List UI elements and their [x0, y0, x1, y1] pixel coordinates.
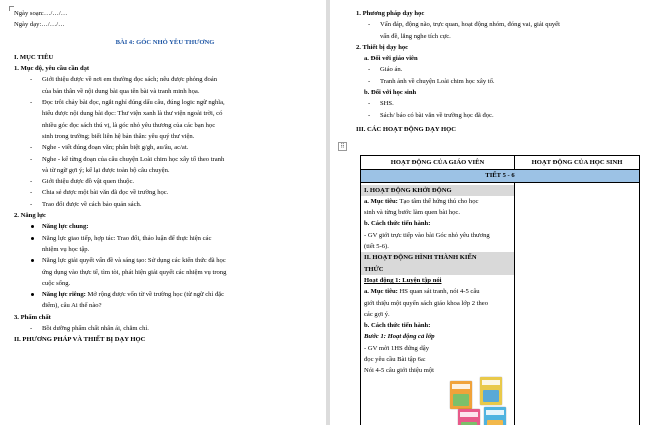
- teacher-item: Tranh ảnh về chuyện Loài chim học xây tổ.: [380, 77, 495, 85]
- goal-text-cont: giới thiệu một quyển sách giáo khoa lớp 2 theo: [364, 299, 488, 307]
- teacher-column-header: HOẠT ĐỘNG CỦA GIÁO VIÊN: [361, 156, 515, 170]
- date-taught: Ngày dạy:…/…/…: [14, 21, 65, 29]
- textbook-cover: [450, 381, 472, 409]
- specific-competence-label: Năng lực riêng:: [42, 291, 86, 299]
- list-item-text: Năng lực giao tiếp, hợp tác: Trao đổi, thảo luận để thực hiện các: [42, 234, 212, 242]
- student-activities-cell: [515, 182, 640, 425]
- step-text: - GV mời 1HS đứng dậy: [364, 344, 430, 352]
- list-item-text: sinh trong trường; biết liên hệ bản thân: yêu quý thư viện.: [42, 132, 195, 140]
- table-row: [361, 182, 640, 425]
- date-prepared: Ngày soạn:…/…/…: [14, 10, 68, 17]
- step-text: Nói 4-5 câu giới thiệu một: [364, 367, 434, 375]
- dash-marker: -: [30, 76, 33, 84]
- procedure-text: - GV giới trực tiếp vào bài Góc nhỏ yêu thương: [364, 231, 490, 239]
- list-item-text: nhiệm vụ học tập.: [42, 245, 90, 253]
- step-text: đọc yêu cầu Bài tập 6a:: [364, 356, 426, 364]
- list-item-text: và từ ngữ gợi ý; kể lại được toàn bộ câu chuyện.: [42, 166, 170, 174]
- list-item: [14, 154, 316, 177]
- bullet-icon: [31, 225, 34, 228]
- list-item: [14, 233, 316, 256]
- list-item-text: hiểu được nội dung bài đọc: Thư viện xanh là thư viện ngoài trời, có: [42, 110, 223, 118]
- list-item-text: Giới thiệu được về nơi em thường đọc sách; nêu được phỏng đoán: [42, 76, 218, 84]
- knowledge-heading: II. HOẠT ĐỘNG HÌNH THÀNH KIẾN: [361, 252, 514, 263]
- period-band-row: [361, 170, 640, 182]
- list-item-text: Trao đổi được về cách bảo quản sách.: [42, 200, 142, 208]
- textbook-cover: [480, 377, 502, 405]
- specific-competence-text: Mở rộng được vốn từ về trường học (từ ngữ chỉ đặc: [85, 291, 225, 299]
- goal-text-cont: sinh và từng bước làm quen bài học.: [364, 209, 460, 217]
- list-item: [14, 176, 316, 187]
- table-header-row: [361, 156, 640, 170]
- section-activities-heading: III. CÁC HOẠT ĐỘNG DẠY HỌC: [356, 125, 457, 133]
- list-item-text: Đọc trôi chảy bài đọc, ngắt nghỉ đúng dấu câu, đúng logic ngữ nghĩa,: [42, 99, 225, 107]
- list-item-text: ứng dụng vào thực tế, tìm tòi, phát hiện giải quyết các nhiệm vụ trong: [42, 268, 227, 276]
- student-equipment-heading: b. Đối với học sinh: [364, 89, 417, 97]
- procedure-text-cont: (tiết 5-6).: [364, 243, 389, 251]
- procedure-label: b. Cách thức tiến hành:: [364, 220, 431, 228]
- textbook-cover: [484, 407, 506, 425]
- general-competence-list: [14, 233, 316, 289]
- list-item: - Bồi dưỡng phẩm chất nhân ái, chăm chỉ.: [30, 325, 149, 333]
- subsection-qualities-heading: 3. Phẩm chất: [14, 313, 51, 321]
- list-item: [14, 187, 316, 198]
- qualities-text: Bồi dưỡng phẩm chất nhân ái, chăm chỉ.: [42, 325, 149, 333]
- dash-marker: -: [30, 99, 33, 107]
- list-item-text: của bản thân về nội dung bài qua tên bài và tranh minh họa.: [42, 87, 200, 95]
- list-item: - Sách/ báo có bài văn về trường học đã đọc.: [368, 111, 494, 119]
- list-item-text: cuộc sống.: [42, 279, 71, 287]
- dash-marker: -: [30, 189, 33, 197]
- bullet-icon: [31, 259, 34, 262]
- list-item: - Tranh ảnh về chuyện Loài chim học xây tổ.: [368, 77, 495, 85]
- dash-marker: -: [30, 155, 33, 163]
- knowledge-heading-cont: THỨC: [361, 264, 514, 275]
- bullet-icon: [31, 237, 34, 240]
- list-item: - SHS.: [368, 100, 394, 108]
- dash-marker: -: [30, 200, 33, 208]
- list-item-text: Chia sẻ được một bài văn đã đọc về trường học.: [42, 189, 169, 197]
- goal-label: a. Mục tiêu:: [364, 197, 398, 205]
- section-methods-heading: II. PHƯƠNG PHÁP VÀ THIẾT BỊ DẠY HỌC: [14, 336, 146, 344]
- equipment-heading: 2. Thiết bị dạy học: [356, 43, 409, 51]
- goal-text: Tạo tâm thế hứng thú cho học: [397, 197, 479, 205]
- methods-text: Vấn đáp, động não, trực quan, hoạt động nhóm, đóng vai, giải quyết: [380, 21, 560, 29]
- student-column-header: HOẠT ĐỘNG CỦA HỌC SINH: [515, 156, 640, 170]
- list-item-text: Giới thiệu được đồ vật quen thuộc.: [42, 178, 135, 186]
- methods-text-cont: vấn đề, lắng nghe tích cực.: [380, 32, 451, 40]
- section-objectives-heading: I. MỤC TIÊU: [14, 53, 54, 61]
- procedure-label: b. Cách thức tiến hành:: [364, 322, 431, 330]
- lesson-title: BÀI 4: GÓC NHỎ YÊU THƯƠNG: [115, 38, 215, 46]
- textbook-cover: [458, 409, 480, 425]
- warmup-heading: I. HOẠT ĐỘNG KHỞI ĐỘNG: [361, 185, 514, 196]
- dash-marker: -: [30, 178, 33, 186]
- list-item-text: Năng lực giải quyết vấn đề và sáng tạo: Sử dụng các kiến thức đã học: [42, 257, 226, 265]
- teacher-item: Giáo án.: [380, 66, 403, 74]
- student-item: SHS.: [380, 100, 394, 108]
- objectives-list: [14, 74, 316, 210]
- period-band: TIẾT 5 - 6: [361, 170, 640, 182]
- list-item: - Vấn đáp, động não, trực quan, hoạt động nhóm, đóng vai, giải quyết vấn đề, lắng nghe tích cực.: [356, 19, 642, 42]
- list-item: [14, 142, 316, 153]
- list-item-text: Nghe - viết đúng đoạn văn; phân biệt g/gh, au/âu, ac/at.: [42, 144, 189, 152]
- goal-text: HS quan sát tranh, nói 4-5 câu: [397, 288, 480, 296]
- goal-label: a. Mục tiêu:: [364, 288, 398, 296]
- list-item: [14, 255, 316, 289]
- dash-marker: -: [30, 144, 33, 152]
- step-1-heading: Bước 1: Hoạt động cả lớp: [364, 333, 435, 341]
- teacher-activities-cell: [361, 182, 515, 425]
- lesson-activities-table: [360, 155, 640, 425]
- student-item: Sách/ báo có bài văn về trường học đã đọc.: [380, 111, 494, 119]
- list-item-text: Nghe - kể từng đoạn của câu chuyện Loài chim học xây tổ theo tranh: [42, 155, 225, 163]
- subsection-competence-heading: 2. Năng lực: [14, 212, 46, 220]
- specific-competence-text-cont: điểm), câu Ai thế nào?: [42, 302, 102, 310]
- general-competence-label: Năng lực chung:: [42, 223, 89, 231]
- table-move-handle-icon[interactable]: ⠿: [338, 142, 347, 151]
- bullet-icon: [31, 293, 34, 296]
- list-item: [14, 199, 316, 210]
- activity-1-heading: Hoạt động 1: Luyện tập nói: [364, 276, 442, 284]
- list-item: [14, 74, 316, 97]
- margin-corner-mark: [9, 6, 14, 11]
- goal-text-cont: các gợi ý.: [364, 310, 390, 318]
- textbook-covers-image: [450, 377, 508, 425]
- list-item: [14, 289, 316, 312]
- list-item: [14, 221, 316, 232]
- methods-heading: 1. Phương pháp dạy học: [356, 10, 425, 17]
- teacher-equipment-heading: a. Đối với giáo viên: [364, 55, 418, 63]
- list-item: - Giáo án.: [368, 66, 403, 74]
- list-item-text: nhiều góc đọc sách thú vị, là góc nhỏ yêu thương của các bạn học: [42, 121, 216, 129]
- list-item: [14, 97, 316, 142]
- subsection-requirements-heading: 1. Mục độ, yêu cầu cần đạt: [14, 65, 90, 73]
